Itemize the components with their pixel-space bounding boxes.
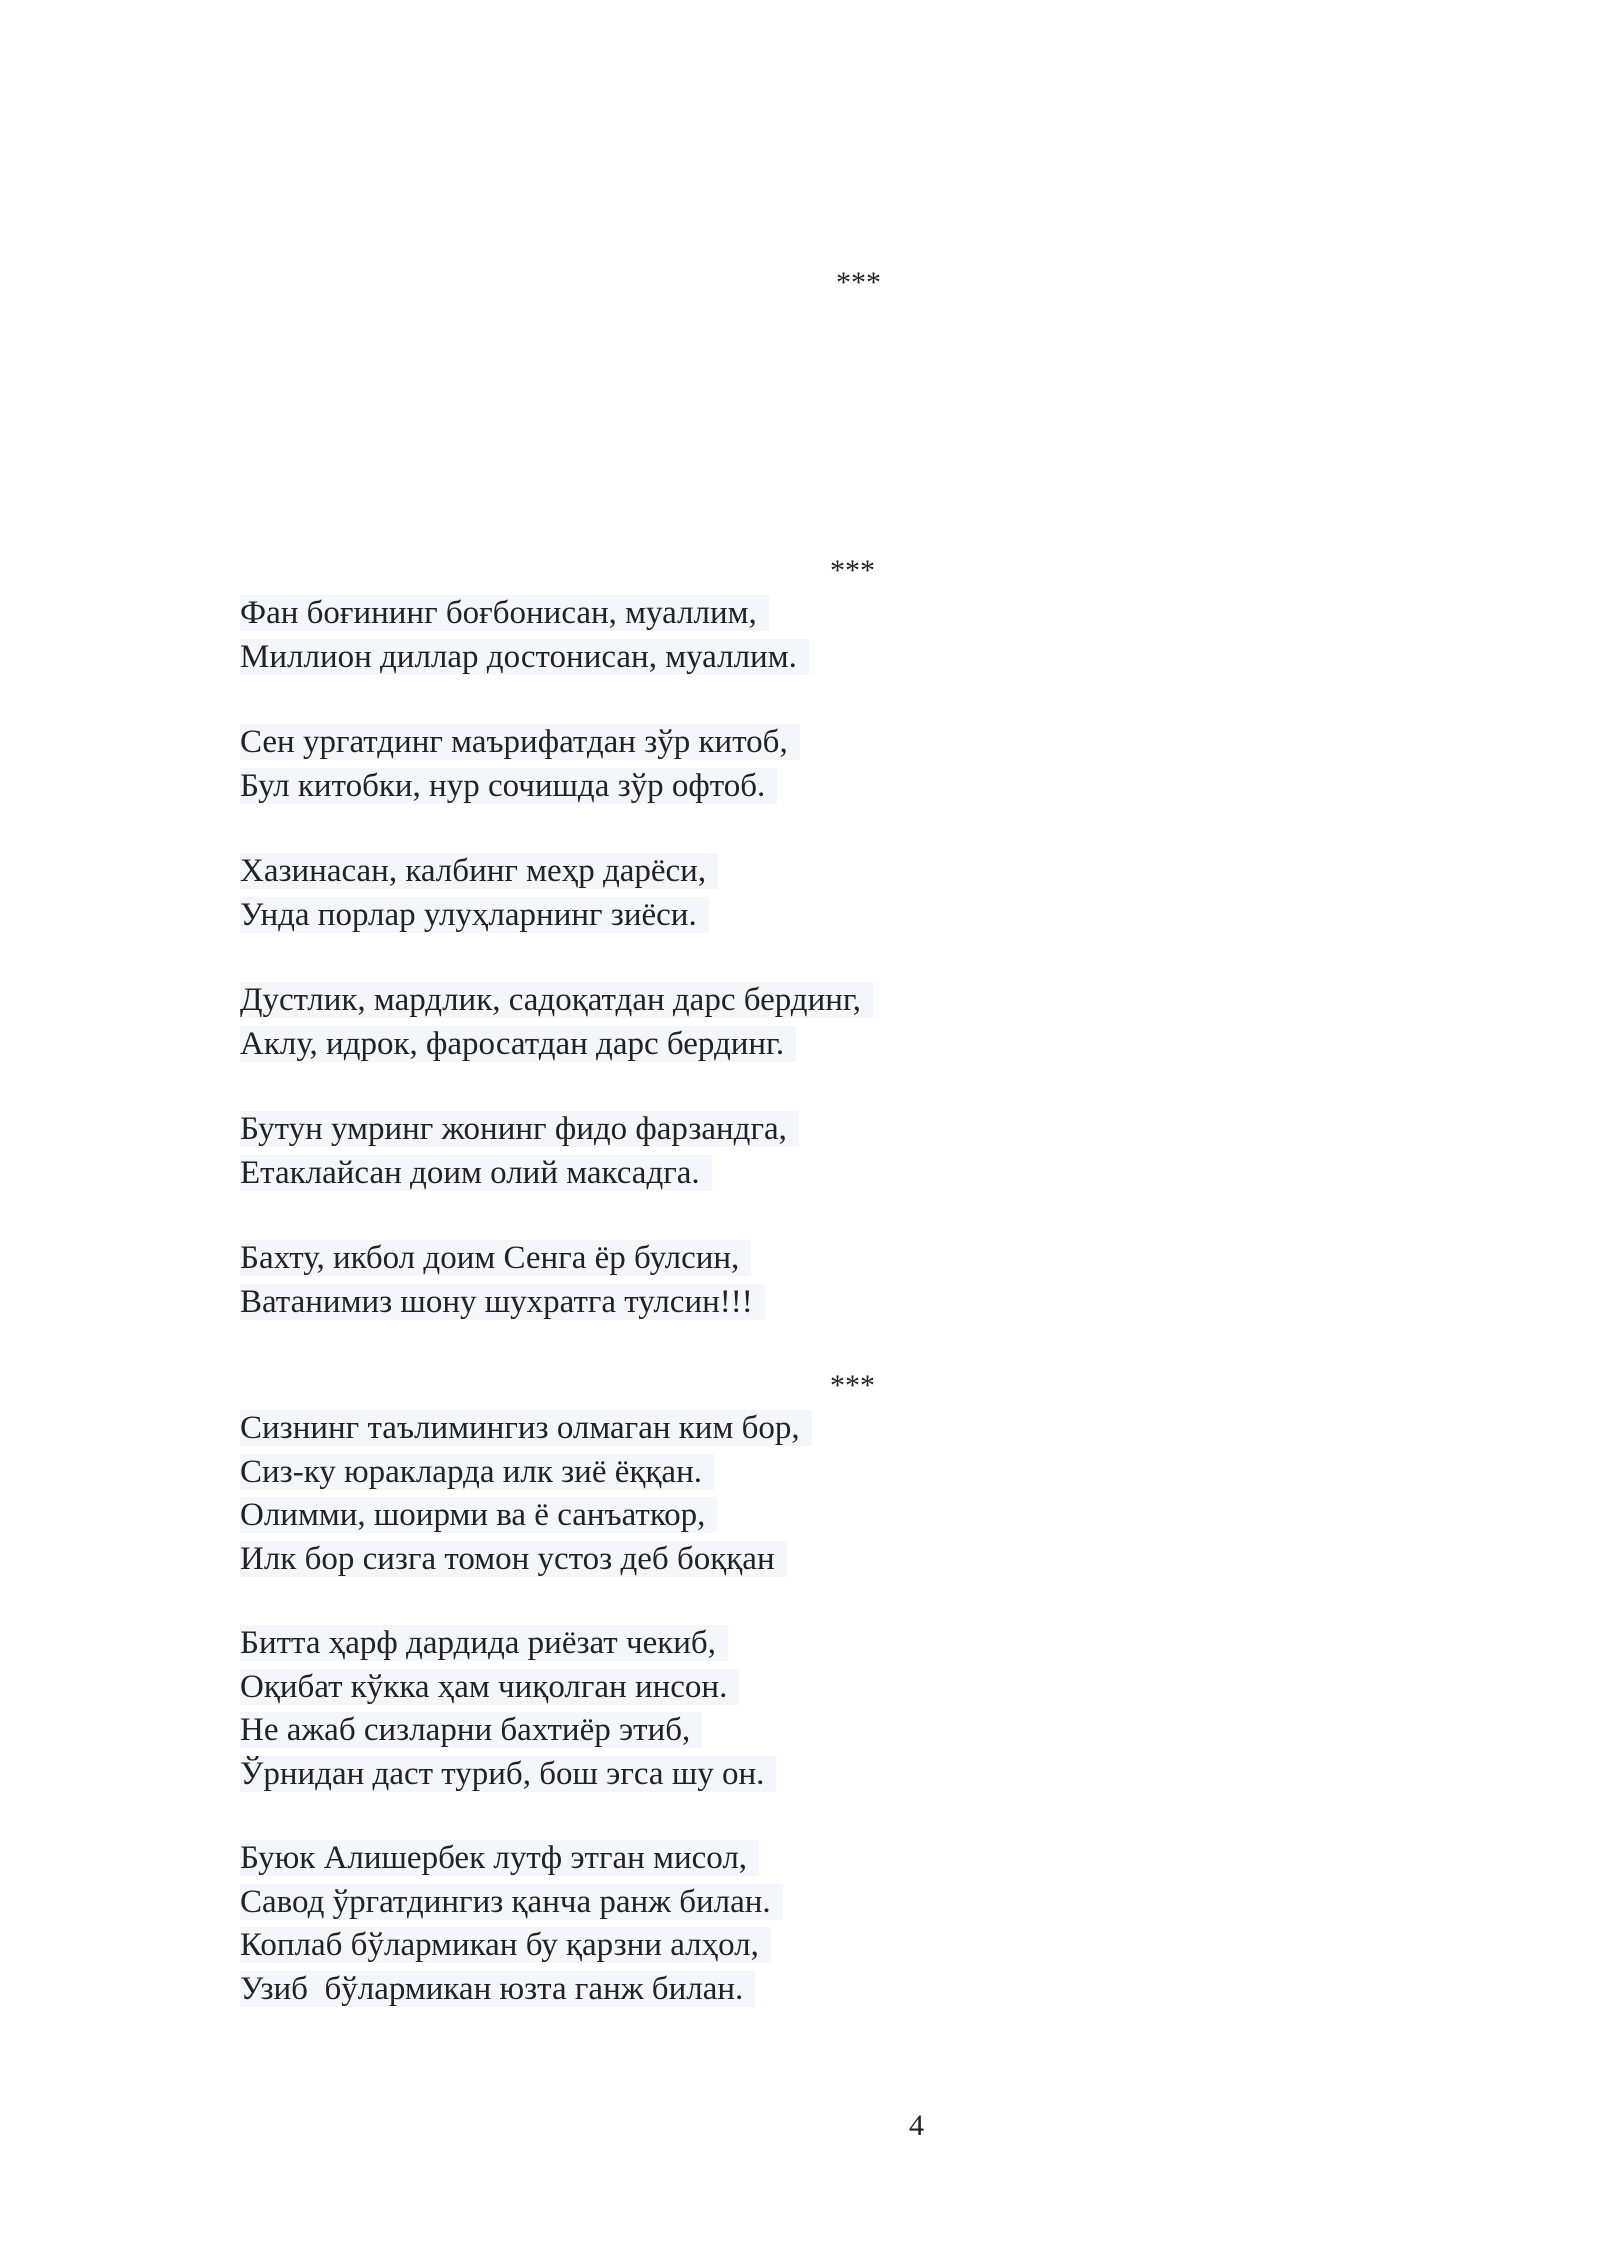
poem-line: Хазинасан, калбинг меҳр дарёси, <box>240 850 718 894</box>
poem-line: Сиз-ку юракларда илк зиё ёққан. <box>240 1451 812 1495</box>
poem-line: Етаклайсан доим олий максадга. <box>240 1152 799 1196</box>
section-separator-poem1: *** <box>830 554 875 587</box>
poem-line: Бул китобки, нур сочишда зўр офтоб. <box>240 765 800 809</box>
poem-line: Илк бор сизга томон устоз деб боққан <box>240 1538 812 1582</box>
poem-line: Коплаб бўлармикан бу қарзни алҳол, <box>240 1924 783 1968</box>
poem-line: Аклу, идрок, фаросатдан дарс бердинг. <box>240 1023 873 1067</box>
poem2-stanza-3 <box>240 1837 783 2011</box>
poem2-stanza-1 <box>240 1407 812 1581</box>
poem-line: Бахту, икбол доим Сенга ёр булсин, <box>240 1237 765 1281</box>
poem-line: Узиб бўлармикан юзта ганж билан. <box>240 1968 783 2012</box>
poem-line: Буюк Алишербек лутф этган мисол, <box>240 1837 783 1881</box>
poem1-stanza-6 <box>240 1237 765 1324</box>
section-separator-poem2: *** <box>830 1369 875 1402</box>
poem-line: Савод ўргатдингиз қанча ранж билан. <box>240 1881 783 1925</box>
poem-line: Дустлик, мардлик, садоқатдан дарс бердинг, <box>240 979 873 1023</box>
poem-line: Олимми, шоирми ва ё санъаткор, <box>240 1494 812 1538</box>
poem-line: Оқибат кўкка ҳам чиқолган инсон. <box>240 1666 776 1710</box>
poem-line: Ватанимиз шону шухратга тулсин!!! <box>240 1281 765 1325</box>
poem1-stanza-1 <box>240 592 809 679</box>
page-number: 4 <box>909 2109 924 2142</box>
poem-line: Фан боғининг боғбонисан, муаллим, <box>240 592 809 636</box>
poem-line: Сизнинг таълимингиз олмаган ким бор, <box>240 1407 812 1451</box>
poem-line: Бутун умринг жонинг фидо фарзандга, <box>240 1108 799 1152</box>
poem1-stanza-3 <box>240 850 718 937</box>
poem-line: Ўрнидан даст туриб, бош эгса шу он. <box>240 1753 776 1797</box>
poem1-stanza-5 <box>240 1108 799 1195</box>
poem-line: Битта ҳарф дардида риёзат чекиб, <box>240 1622 776 1666</box>
poem-line: Сен ургатдинг маърифатдан зўр китоб, <box>240 721 800 765</box>
poem-line: Не ажаб сизларни бахтиёр этиб, <box>240 1709 776 1753</box>
poem-line: Унда порлар улуҳларнинг зиёси. <box>240 894 718 938</box>
poem1-stanza-4 <box>240 979 873 1066</box>
poem2-stanza-2 <box>240 1622 776 1796</box>
poem1-stanza-2 <box>240 721 800 808</box>
section-separator-top: *** <box>836 266 881 299</box>
poem-line: Миллион диллар достонисан, муаллим. <box>240 636 809 680</box>
